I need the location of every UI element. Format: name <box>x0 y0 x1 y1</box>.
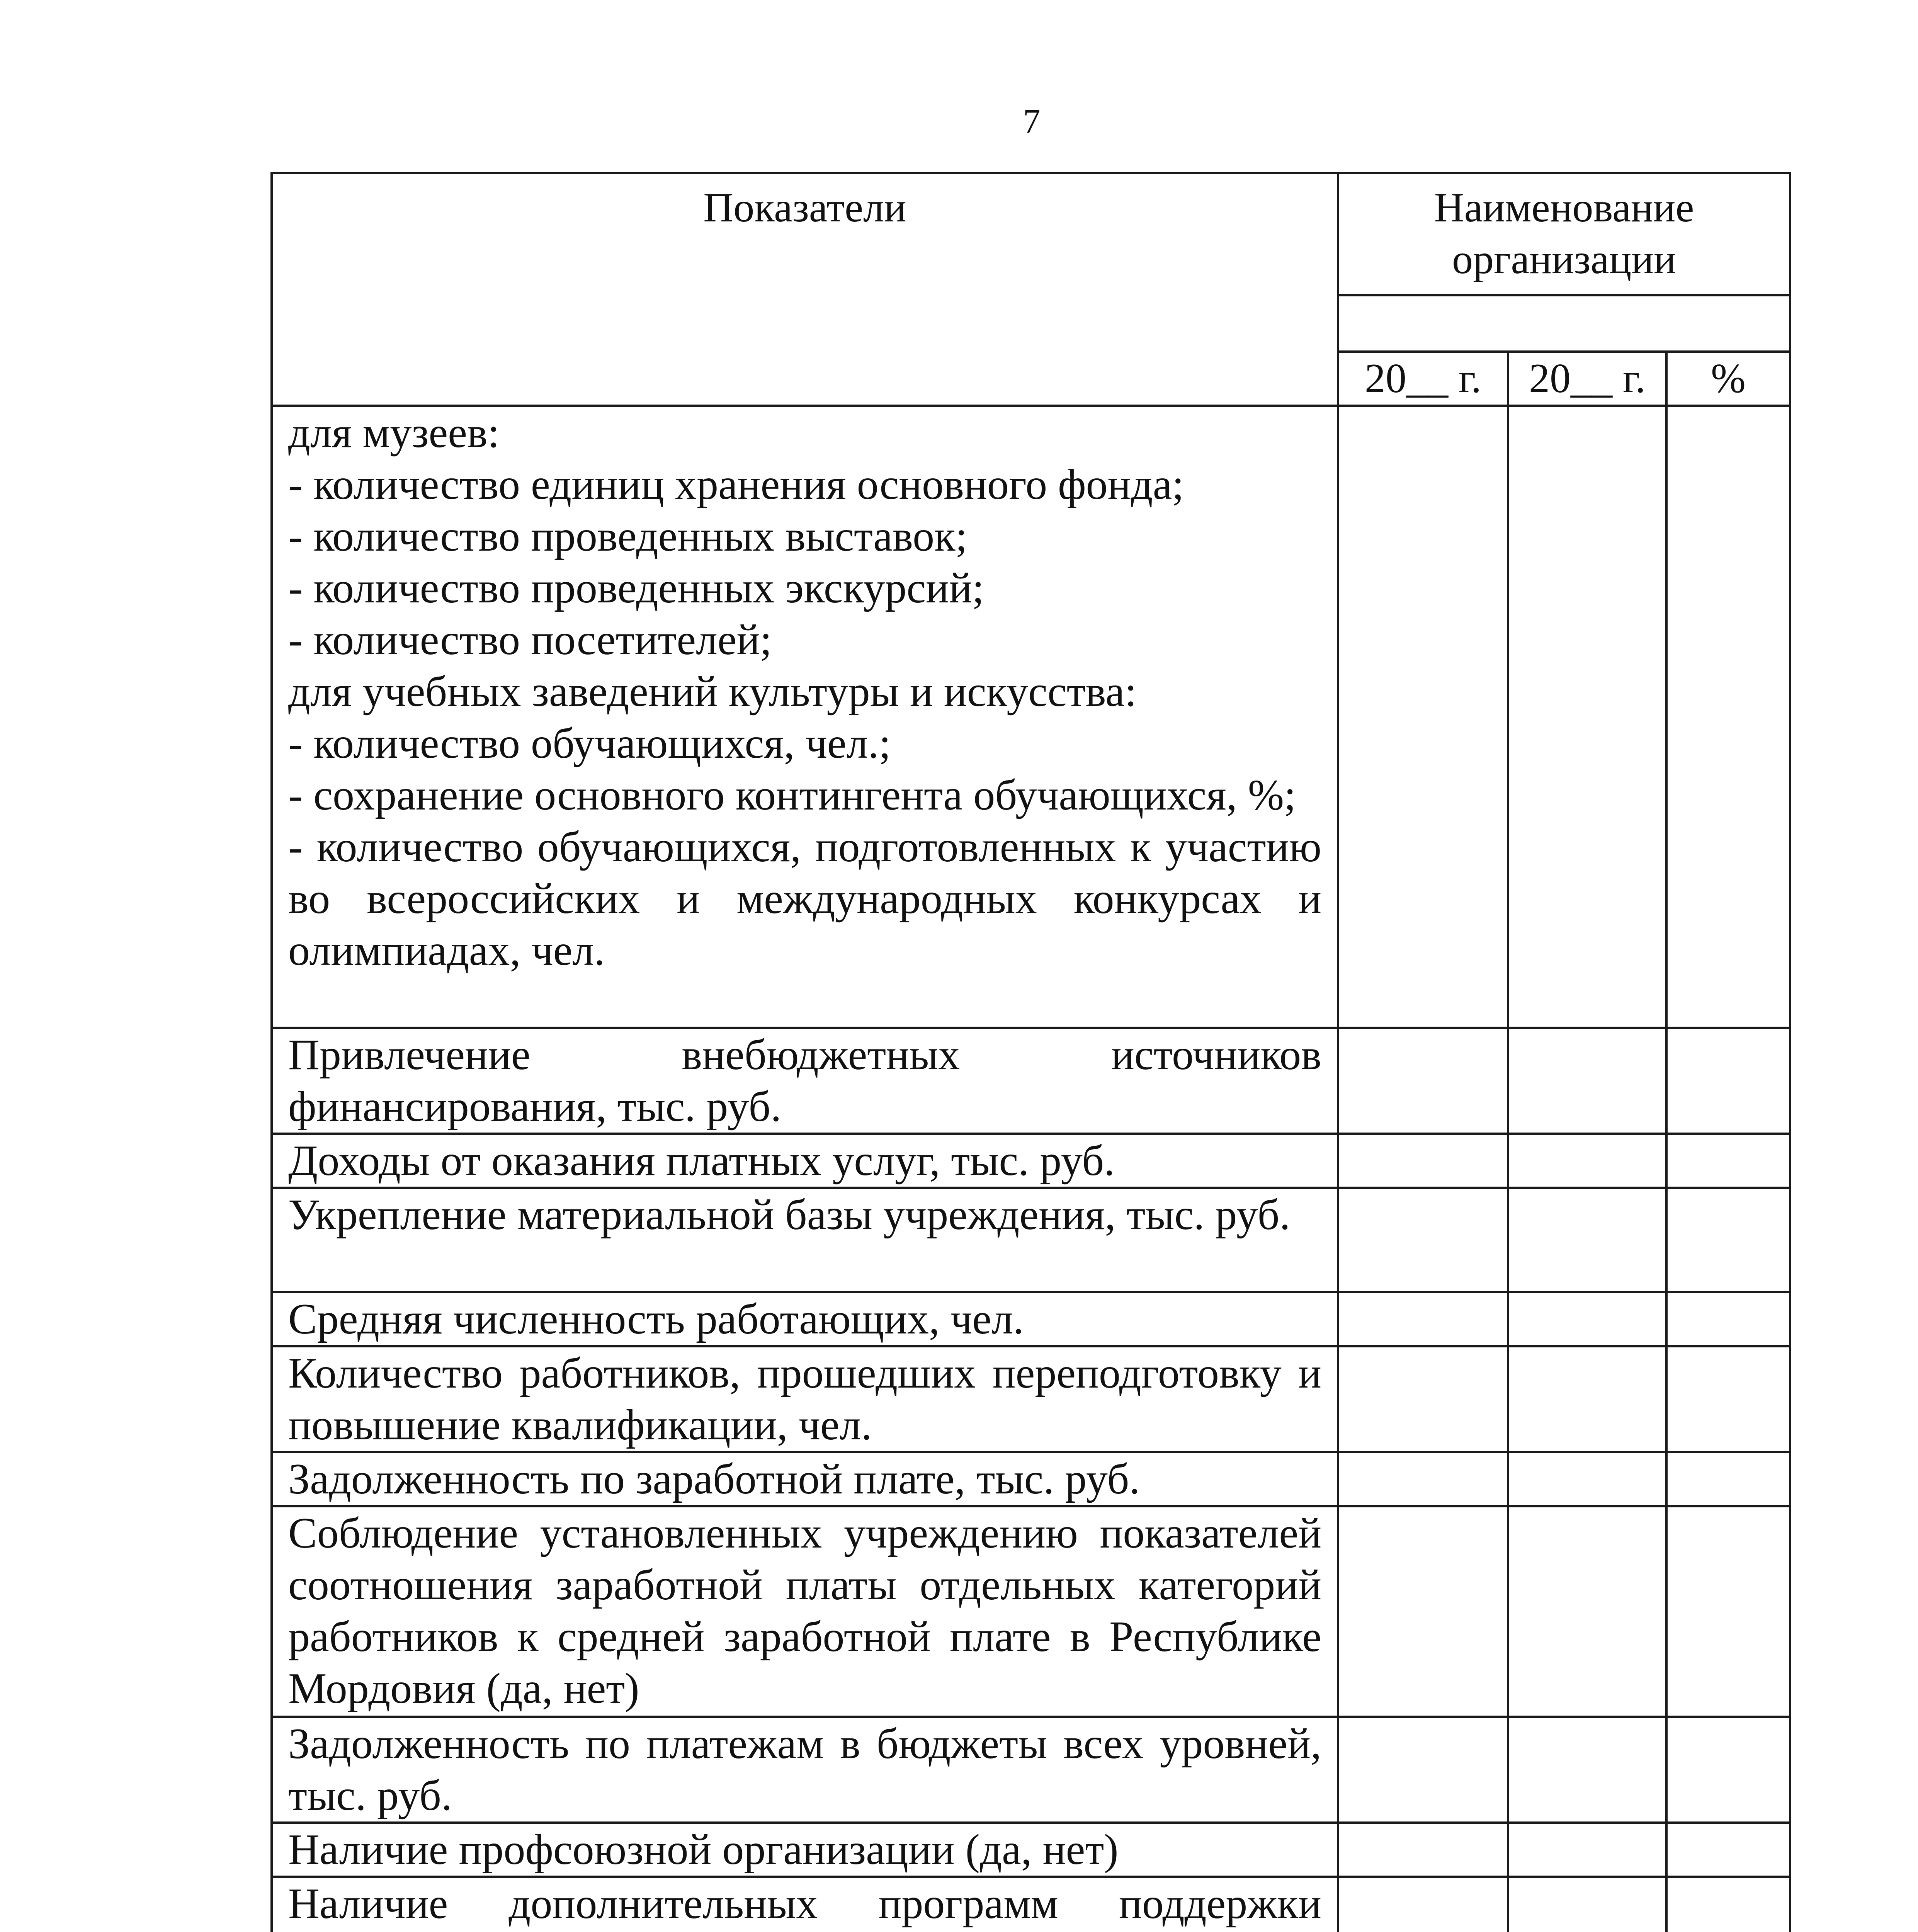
table-row <box>272 406 1790 1028</box>
value-year-2-cell[interactable] <box>1508 406 1666 1028</box>
indicator-text: Укрепление материальной базы учреждения, тыс. руб. <box>288 1191 1291 1239</box>
table-body <box>272 406 1790 1932</box>
header-organization: Наименование организации <box>1338 173 1790 295</box>
indicator-text: Соблюдение установленных учреждению показателей соотношения заработной платы отдельных категорий работников к средней заработной плате в Республике Мордовия (да, нет) <box>288 1509 1321 1713</box>
indicator-cell <box>272 1506 1338 1717</box>
value-year-1-cell[interactable] <box>1338 1134 1508 1188</box>
indicator-text: Количество работников, прошедших переподготовку и повышение квалификации, чел. <box>288 1349 1321 1449</box>
value-year-1-cell[interactable] <box>1338 1506 1508 1717</box>
indicator-cell <box>272 1823 1338 1877</box>
indicator-text: - количество обучающихся, чел.; <box>288 719 891 767</box>
indicator-cell <box>272 1134 1338 1188</box>
table-row <box>272 1134 1790 1188</box>
indicator-text: - количество обучающихся, подготовленных к участию во всероссийских и международных конкурсах и олимпиадах, чел. <box>288 823 1321 975</box>
table-row <box>272 1823 1790 1877</box>
header-percent: % <box>1666 352 1790 406</box>
table-row <box>272 1877 1790 1932</box>
indicator-text: - количество проведенных выставок; <box>288 512 968 560</box>
value-year-1-cell[interactable] <box>1338 1877 1508 1932</box>
header-empty-cell <box>1338 295 1790 352</box>
value-year-2-cell[interactable] <box>1508 1188 1666 1292</box>
indicator-cell <box>272 406 1338 1028</box>
indicator-text: - количество посетителей; <box>288 616 772 664</box>
value-year-2-cell[interactable] <box>1508 1506 1666 1717</box>
value-percent-cell[interactable] <box>1666 1028 1790 1134</box>
indicator-text: Наличие профсоюзной организации (да, нет) <box>288 1826 1119 1874</box>
indicator-text: Задолженность по заработной плате, тыс. руб. <box>288 1455 1140 1503</box>
indicator-text: Средняя численность работающих, чел. <box>288 1295 1024 1343</box>
indicator-text: - количество единиц хранения основного фонда; <box>288 461 1184 509</box>
value-year-2-cell[interactable] <box>1508 1717 1666 1823</box>
indicator-cell <box>272 1717 1338 1823</box>
table-row <box>272 1346 1790 1452</box>
value-percent-cell[interactable] <box>1666 1506 1790 1717</box>
indicator-cell <box>272 1292 1338 1346</box>
value-percent-cell[interactable] <box>1666 1717 1790 1823</box>
indicator-cell <box>272 1188 1338 1292</box>
value-year-1-cell[interactable] <box>1338 406 1508 1028</box>
value-year-2-cell[interactable] <box>1508 1346 1666 1452</box>
indicator-text: для учебных заведений культуры и искусства: <box>288 668 1137 716</box>
value-percent-cell[interactable] <box>1666 1823 1790 1877</box>
value-year-2-cell[interactable] <box>1508 1134 1666 1188</box>
value-year-1-cell[interactable] <box>1338 1717 1508 1823</box>
page-number: 7 <box>1023 102 1041 141</box>
value-percent-cell[interactable] <box>1666 406 1790 1028</box>
value-year-1-cell[interactable] <box>1338 1452 1508 1506</box>
value-percent-cell[interactable] <box>1666 1346 1790 1452</box>
indicator-text: Привлечение внебюджетных источников финансирования, тыс. руб. <box>288 1031 1321 1131</box>
indicator-text: Доходы от оказания платных услуг, тыс. руб. <box>288 1137 1115 1185</box>
value-percent-cell[interactable] <box>1666 1188 1790 1292</box>
value-percent-cell[interactable] <box>1666 1134 1790 1188</box>
table-row <box>272 1188 1790 1292</box>
header-year-1: 20__ г. <box>1338 352 1508 406</box>
indicator-text: для музеев: <box>288 409 500 457</box>
indicator-cell <box>272 1346 1338 1452</box>
value-percent-cell[interactable] <box>1666 1877 1790 1932</box>
table-row <box>272 1028 1790 1134</box>
value-year-2-cell[interactable] <box>1508 1292 1666 1346</box>
value-year-1-cell[interactable] <box>1338 1823 1508 1877</box>
value-year-2-cell[interactable] <box>1508 1877 1666 1932</box>
value-year-2-cell[interactable] <box>1508 1452 1666 1506</box>
table-row <box>272 1452 1790 1506</box>
value-percent-cell[interactable] <box>1666 1292 1790 1346</box>
indicator-cell <box>272 1028 1338 1134</box>
value-year-2-cell[interactable] <box>1508 1028 1666 1134</box>
value-percent-cell[interactable] <box>1666 1452 1790 1506</box>
value-year-2-cell[interactable] <box>1508 1823 1666 1877</box>
table-row <box>272 1717 1790 1823</box>
table-row <box>272 1506 1790 1717</box>
value-year-1-cell[interactable] <box>1338 1346 1508 1452</box>
table-row <box>272 1292 1790 1346</box>
header-year-2: 20__ г. <box>1508 352 1666 406</box>
value-year-1-cell[interactable] <box>1338 1028 1508 1134</box>
header-indicators: Показатели <box>272 173 1338 406</box>
indicator-text: - сохранение основного контингента обучающихся, %; <box>288 771 1296 819</box>
indicators-table <box>270 172 1791 1932</box>
indicator-text: Задолженность по платежам в бюджеты всех уровней, тыс. руб. <box>288 1720 1321 1820</box>
indicator-cell <box>272 1877 1338 1932</box>
value-year-1-cell[interactable] <box>1338 1188 1508 1292</box>
indicator-cell <box>272 1452 1338 1506</box>
indicator-text: - количество проведенных экскурсий; <box>288 564 985 612</box>
indicator-text: Наличие дополнительных программ поддержки <box>288 1880 1321 1928</box>
value-year-1-cell[interactable] <box>1338 1292 1508 1346</box>
